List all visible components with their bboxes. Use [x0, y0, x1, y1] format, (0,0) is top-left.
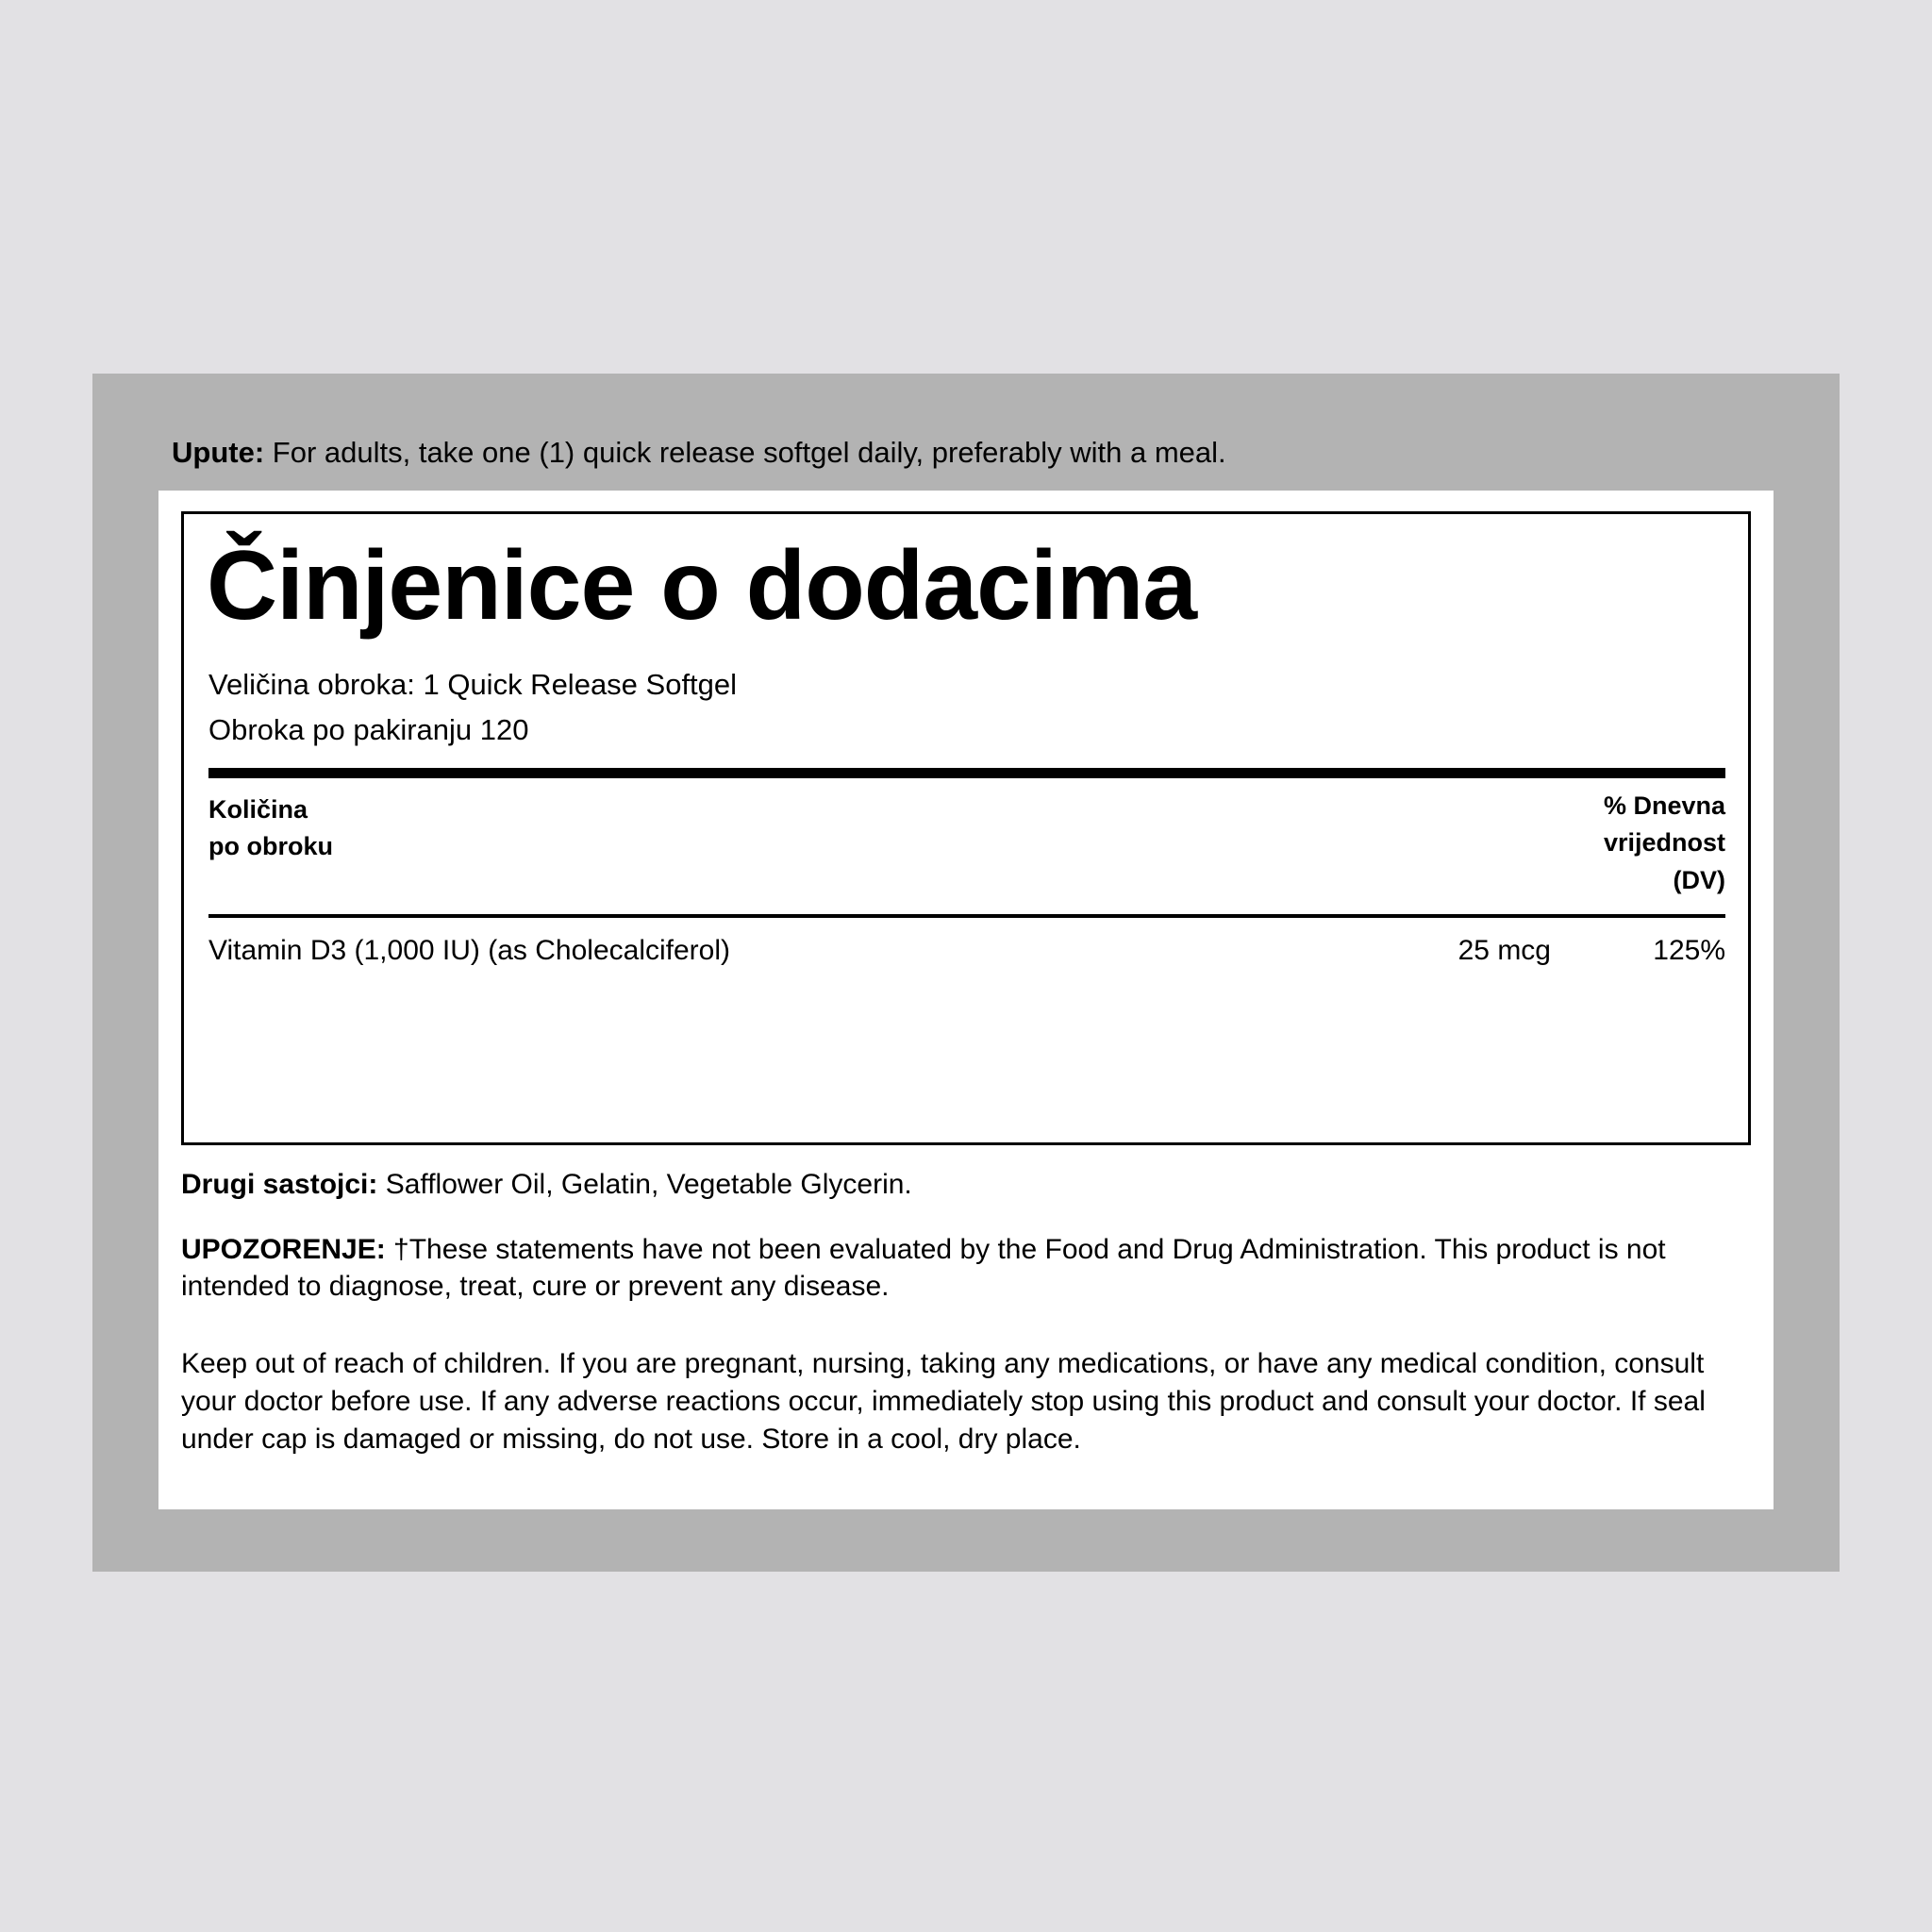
label-footer [181, 1166, 1751, 1458]
directions-label: Upute: [172, 436, 265, 469]
nutrient-amount: 25 mcg [1457, 935, 1551, 967]
supplement-label-card [92, 374, 1840, 1572]
other-ingredients [181, 1166, 1751, 1205]
label-panel [158, 491, 1774, 1509]
other-ingredients-body: Safflower Oil, Gelatin, Vegetable Glycerin. [377, 1169, 912, 1200]
dv-header-line2: vrijednost [1603, 828, 1725, 858]
nutrient-daily-value: 125% [1653, 935, 1725, 967]
warning-label: UPOZORENJE: [181, 1233, 386, 1265]
table-row [208, 918, 1725, 978]
warning-body: †These statements have not been evaluated by the Food and Drug Administration. This product is not intended to diagnose, treat, cure or prevent any disease. [181, 1233, 1666, 1303]
supplement-facts-title: Činjenice o dodacima [207, 531, 1197, 641]
warning-text [181, 1231, 1751, 1307]
directions-text [172, 434, 1794, 472]
divider-thick [208, 768, 1725, 778]
serving-info [208, 662, 1748, 753]
supplement-facts-box [181, 511, 1751, 1145]
table-header-row [208, 778, 1725, 914]
amount-per-serving-header [208, 791, 1725, 865]
other-ingredients-label: Drugi sastojci: [181, 1169, 378, 1200]
daily-value-header [1604, 788, 1725, 898]
amount-header-line2: po obroku [208, 832, 333, 861]
servings-per-container: Obroka po pakiranju 120 [208, 713, 529, 747]
nutrient-name: Vitamin D3 (1,000 IU) (as Cholecalciferol) [208, 935, 730, 967]
directions-body: For adults, take one (1) quick release softgel daily, preferably with a meal. [264, 436, 1226, 469]
serving-size: Veličina obroka: 1 Quick Release Softgel [208, 668, 738, 702]
keep-out-of-reach-text: Keep out of reach of children. If you are pregnant, nursing, taking any medications, or have any medical condition, consult your doctor before use. If any adverse reactions occur, immediately stop using this product and consult your doctor. If seal under cap is damaged or missing, do not use. Store in a cool, dry place. [181, 1348, 1706, 1456]
dv-header-line3: (DV) [1673, 865, 1725, 894]
amount-header-line1: Količina [208, 795, 308, 824]
dv-header-line1: % Dnevna [1603, 791, 1725, 821]
